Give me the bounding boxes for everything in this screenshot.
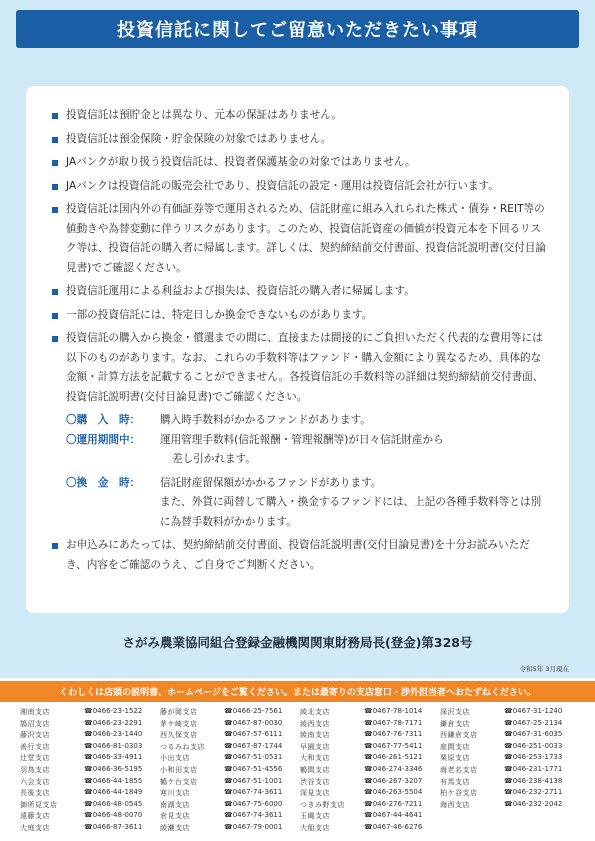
- branch-entry: [440, 823, 580, 835]
- branch-entry: [160, 811, 300, 823]
- branch-entry: [300, 730, 440, 742]
- branch-name: 寒川支店: [160, 789, 190, 798]
- note-text: 投資信託の購入から換金・償還までの間に、直接または間接的にご負担いただく代表的な費用等には以下のものがあります。なお、これらの手数料等はファンド・購入金額により異なるため、具体的な金額・計算方法を記載することができません。各投資信託の手数料等の詳細は契約締結前交付書面、投資信託説明書(交付目論見書)でご確認ください。: [66, 332, 544, 403]
- branch-name: 海老名支店: [440, 765, 478, 774]
- branch-phone: ☎0467-87-0030: [224, 718, 283, 727]
- note-text: 投資信託運用による利益および損失は、投資信託の購入者に帰属します。: [66, 285, 415, 297]
- branch-name: 早園支店: [300, 742, 330, 751]
- branch-entry: [440, 707, 580, 719]
- branch-entry: [160, 719, 300, 731]
- bullet-square-icon: [52, 313, 58, 319]
- branch-phone: ☎0467-74-3611: [224, 788, 283, 797]
- branch-entry: [440, 719, 580, 731]
- branch-entry: [300, 823, 440, 835]
- contact-banner-text: くわしくは店頭の説明書、ホームページをご覧ください。または最寄りの支店窓口・渉外担当者へおたずねください。: [59, 688, 536, 698]
- branch-entry: [440, 742, 580, 754]
- branch-phone: ☎046-253-1733: [504, 753, 563, 762]
- branch-name: 藤が岡支店: [160, 708, 198, 716]
- branch-entry: [20, 707, 160, 719]
- branch-entry: [20, 753, 160, 765]
- branch-entry: [300, 753, 440, 765]
- note-item: [52, 306, 550, 326]
- branch-name: 深沢支店: [440, 708, 470, 716]
- branch-phone: ☎046-251-0033: [504, 741, 563, 750]
- branch-phone: ☎0467-44-4641: [364, 811, 423, 820]
- branch-entry: [440, 753, 580, 765]
- branch-phone: ☎046-231-1771: [504, 764, 563, 773]
- branch-entry: [160, 788, 300, 800]
- branch-phone: ☎0466-23-2291: [84, 718, 143, 727]
- branch-phone: ☎0466-81-0303: [84, 741, 143, 750]
- branch-phone: ☎0466-87-3611: [84, 822, 143, 831]
- branch-name: 綾南支店: [300, 731, 330, 740]
- branch-phone: ☎0466-25-7561: [224, 707, 283, 715]
- note-text: 一部の投資信託には、特定日しか換金できないものがあります。: [66, 308, 373, 321]
- branch-name: 六会支店: [20, 777, 50, 786]
- branch-name: 大和支店: [300, 754, 330, 763]
- branch-entry: [300, 788, 440, 800]
- branch-phone: ☎0467-31-6035: [504, 730, 563, 739]
- branch-entry: [20, 765, 160, 777]
- closing-note: [52, 536, 550, 575]
- bullet-square-icon: [52, 543, 58, 549]
- branch-name: 倉見支店: [160, 812, 190, 821]
- note-text: JAバンクは投資信託の販売会社であり、投資信託の設定・運用は投資信託会社が行います。: [66, 179, 499, 192]
- bullet-square-icon: [52, 207, 58, 213]
- note-item: [52, 200, 550, 278]
- note-text: JAバンクが取り扱う投資信託は、投資者保護基金の対象ではありません。: [66, 156, 416, 168]
- branch-entry: [160, 730, 300, 742]
- branch-phone: ☎0467-25-2134: [504, 718, 563, 727]
- branch-entry: [20, 823, 160, 835]
- branch-name: 栗原支店: [440, 754, 470, 763]
- branch-phone: ☎0467-51-0531: [224, 753, 283, 762]
- date-note: 令和5年 3月現在: [519, 665, 569, 673]
- branch-entry: [20, 800, 160, 812]
- note-item: [52, 153, 550, 173]
- branch-name: 小和田支店: [160, 765, 198, 774]
- branch-entry: [20, 730, 160, 742]
- note-item: [52, 106, 550, 126]
- fee-holding-text: 運用管理手数料(信託報酬・管理報酬等)が日々信託財産から: [160, 433, 444, 446]
- branch-phone: ☎0467-78-7171: [364, 718, 423, 727]
- note-item: [52, 130, 550, 150]
- branch-name: 西久保支店: [160, 731, 198, 740]
- branch-phone: ☎046-232-2711: [504, 788, 563, 797]
- branch-phone: ☎0467-74-3611: [224, 811, 283, 820]
- branch-entry: [160, 742, 300, 754]
- branch-phone: ☎046-274-3346: [364, 764, 423, 773]
- branch-name: 大船支店: [300, 823, 330, 832]
- note-item: [52, 177, 550, 197]
- registration-number: さがみ農業協同組合登録金融機関関東財務局長(登金)第328号: [122, 635, 473, 650]
- branch-entry: [160, 800, 300, 812]
- branch-name: 綾西支店: [300, 719, 330, 728]
- branch-entry: [160, 707, 300, 719]
- branch-phone: ☎0467-31-1240: [504, 707, 563, 715]
- branch-phone: ☎046-261-5121: [364, 753, 423, 762]
- branch-phone: ☎0466-48-0070: [84, 811, 143, 820]
- bullet-square-icon: [52, 184, 58, 190]
- branch-entry: [20, 742, 160, 754]
- branch-phone: ☎0467-76-7311: [364, 730, 423, 739]
- branch-phone: ☎046-276-7211: [364, 799, 423, 808]
- notes-list: [52, 106, 550, 579]
- branch-phone: ☎0467-51-4556: [224, 764, 283, 773]
- branch-entry: [160, 777, 300, 789]
- branch-entry: [20, 811, 160, 823]
- branch-phone: ☎0466-23-1440: [84, 730, 143, 739]
- bullet-square-icon: [52, 289, 58, 295]
- branch-phone: ☎046-267-3207: [364, 776, 423, 785]
- fee-holding-label: 〇運用期間中：: [66, 433, 141, 446]
- fee-purchase: [66, 411, 550, 431]
- branch-phone: ☎0467-79-0001: [224, 822, 283, 831]
- branch-entry: [300, 719, 440, 731]
- branch-phone: ☎0466-44-1849: [84, 788, 143, 797]
- branch-name: 辻堂支店: [20, 754, 50, 763]
- contact-banner: [0, 681, 595, 702]
- branch-name: 善行支店: [20, 742, 50, 751]
- branch-entry: [300, 777, 440, 789]
- branch-phone: ☎0467-51-1001: [224, 776, 283, 785]
- branch-name: 藤沢支店: [20, 731, 50, 740]
- branch-name: 玉縄支店: [300, 812, 330, 821]
- branch-entry: [440, 788, 580, 800]
- branch-phone: ☎0466-48-0545: [84, 799, 143, 808]
- branch-name: つるみね支店: [160, 742, 205, 751]
- fee-foreign-note-wrap: [66, 493, 550, 532]
- note-item: [52, 329, 550, 407]
- branch-name: 鵠沼支店: [20, 719, 50, 728]
- fee-redemption: [66, 474, 550, 494]
- page-title: 投資信託に関してご留意いただきたい事項: [117, 20, 478, 41]
- branch-phone: ☎046-238-4138: [504, 776, 563, 785]
- branch-name: 深見支店: [300, 789, 330, 798]
- bullet-square-icon: [52, 336, 58, 342]
- branch-name: 渋谷支店: [300, 777, 330, 786]
- branch-phone: ☎0467-77-5411: [364, 741, 423, 750]
- note-text: 投資信託は預金保険・貯金保険の対象ではありません。: [66, 132, 332, 145]
- branch-name: 小出支店: [160, 754, 190, 763]
- branch-phone: ☎0466-36-5195: [84, 764, 143, 773]
- branch-phone: ☎0467-78-1014: [364, 707, 423, 715]
- fee-purchase-text: 購入時手数料がかかるファンドがあります。: [160, 414, 371, 426]
- branch-entry: [300, 707, 440, 719]
- fee-purchase-label: 〇購 入 時：: [66, 414, 141, 426]
- branch-entry: [300, 742, 440, 754]
- branch-name: 長後支店: [20, 789, 50, 798]
- branch-name: 南湖支店: [160, 800, 190, 809]
- fee-redemption-label: 〇換 金 時：: [66, 476, 141, 489]
- branch-name: 湘南支店: [20, 708, 50, 716]
- branch-phone: ☎0467-57-6111: [224, 730, 283, 739]
- branch-entry: [160, 823, 300, 835]
- branch-entry: [440, 800, 580, 812]
- branch-phone: ☎046-263-5504: [364, 788, 423, 797]
- branch-name: 綾瀬支店: [160, 823, 190, 832]
- branch-name: 鶴間支店: [300, 765, 330, 774]
- branch-name: [440, 823, 504, 835]
- fee-redemption-text: 信託財産留保額がかかるファンドがあります。: [160, 476, 382, 489]
- branch-name: 御所見支店: [20, 800, 58, 809]
- branch-name: 綾北支店: [300, 708, 330, 716]
- note-item: [52, 282, 550, 302]
- branch-phone: ☎046-232-2042: [504, 799, 563, 808]
- branch-name: [440, 811, 504, 823]
- branch-name: 鎌倉支店: [440, 719, 470, 728]
- bullet-square-icon: [52, 113, 58, 119]
- branch-name: 西鎌倉支店: [440, 731, 478, 740]
- note-text: 投資信託は預貯金とは異なり、元本の保証はありません。: [66, 109, 343, 121]
- branch-phone: ☎0467-46-6276: [364, 822, 423, 831]
- branch-entry: [20, 788, 160, 800]
- branch-entry: [440, 811, 580, 823]
- branch-phone: ☎0467-87-1744: [224, 741, 283, 750]
- branch-entry: [300, 765, 440, 777]
- branch-name: 柏ケ谷支店: [440, 789, 478, 798]
- branch-entry: [440, 777, 580, 789]
- branch-name: 大庭支店: [20, 823, 50, 832]
- fee-foreign-note: また、外貨に両替して購入・換金するファンドには、上記の各種手数料等とは別に為替手数料がかかります。: [160, 496, 542, 528]
- branch-directory: [20, 707, 580, 835]
- branch-entry: [300, 800, 440, 812]
- branch-name: 鶴ケ台支店: [160, 777, 198, 786]
- branch-name: 海西支店: [440, 800, 470, 809]
- fee-holding-continued: 差し引かれます。: [172, 453, 256, 465]
- branch-entry: [160, 765, 300, 777]
- branch-phone: ☎0466-44-1855: [84, 776, 143, 785]
- branch-phone: ☎0466-33-4911: [84, 753, 143, 762]
- closing-note-text: お申込みにあたっては、契約締結前交付書面、投資信託説明書(交付目論見書)を十分お読みいただき、内容をご確認のうえ、ご自身でご判断ください。: [66, 539, 530, 571]
- branch-name: 羽鳥支店: [20, 765, 50, 774]
- branch-name: 茅ケ崎支店: [160, 719, 198, 728]
- bullet-square-icon: [52, 160, 58, 166]
- branch-name: つきみ野支店: [300, 800, 345, 809]
- branch-name: 座間支店: [440, 742, 470, 751]
- branch-entry: [20, 719, 160, 731]
- branch-phone: ☎0466-23-1522: [84, 707, 143, 715]
- bullet-square-icon: [52, 137, 58, 143]
- branch-name: 遠藤支店: [20, 812, 50, 821]
- note-text: 投資信託は国内外の有価証券等で運用されるため、信託財産に組み入れられた株式・債券・REIT等の値動きや為替変動に伴うリスクがあります。このため、投資信託資産の価値が投資元本を下回るリスク等は、投資信託の購入者に帰属します。詳しくは、契約締結前交付書面、投資信託説明書(交付目論見書)でご確認ください。: [66, 203, 546, 274]
- fee-holding: [66, 431, 550, 451]
- branch-phone: ☎0467-75-6000: [224, 799, 283, 808]
- branch-entry: [440, 765, 580, 777]
- title-bar: [16, 10, 579, 48]
- branch-entry: [300, 811, 440, 823]
- branch-name: 有馬支店: [440, 777, 470, 786]
- branch-entry: [160, 753, 300, 765]
- branch-entry: [20, 777, 160, 789]
- branch-entry: [440, 730, 580, 742]
